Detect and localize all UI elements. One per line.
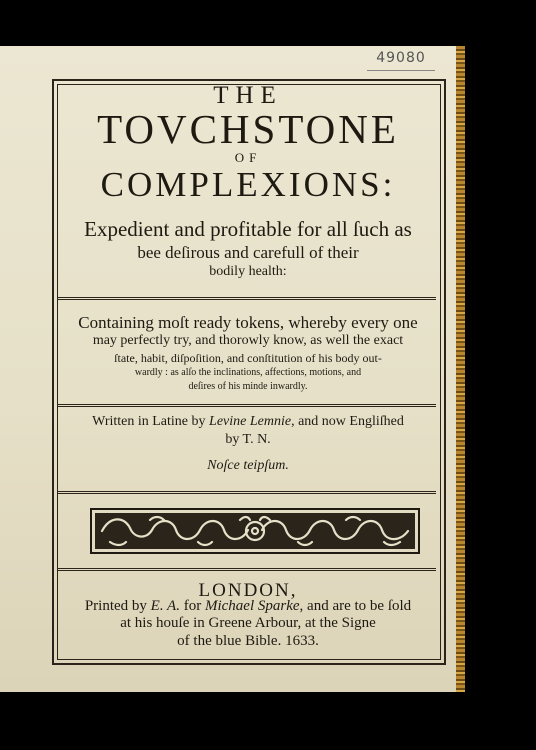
imprint-sold: , and are to be ſold <box>299 598 412 614</box>
divider-rule <box>58 568 436 571</box>
imprint-line-3: of the blue Bible. 1633. <box>177 633 319 649</box>
divider-rule <box>58 404 436 407</box>
authorship-post: , and now Engliſhed <box>291 414 404 429</box>
subtitle-line-2: bee deſirous and carefull of their <box>137 243 359 262</box>
authorship-line-2: by T. N. <box>225 432 271 447</box>
gilt-page-edge <box>456 46 465 692</box>
imprint-line-2: at his houſe in Greene Arbour, at the Signe <box>120 615 376 631</box>
motto: Noſce teipſum. <box>207 458 289 473</box>
author-name: Levine Lemnie <box>209 414 292 429</box>
contents-line-5: deſires of his minde inwardly. <box>188 381 308 392</box>
shelfmark-number: 49080 <box>367 50 435 71</box>
authorship-pre: Written in Latine by <box>92 414 210 429</box>
printer-initials: E. A. <box>150 598 180 614</box>
title-line-complexions: COMPLEXIONS: <box>100 165 396 204</box>
imprint-for: for <box>179 598 205 614</box>
imprint-printed-by: Printed by <box>84 598 151 614</box>
title-line-of: OF <box>234 150 262 165</box>
contents-line-1: Containing moſt ready tokens, whereby every one <box>78 313 418 332</box>
imprint-line-1 <box>52 598 444 615</box>
contents-line-3: ſtate, habit, diſpoſition, and conſtitution of his body out- <box>114 351 382 365</box>
subtitle-line-1: Expedient and profitable for all ſuch as <box>84 217 412 241</box>
contents-line-2: may perfectly try, and thorowly know, as well the exact <box>92 333 404 348</box>
divider-rule <box>58 491 436 494</box>
publisher-name: Michael Sparke <box>204 598 300 614</box>
imprint-place: LONDON, <box>198 580 298 601</box>
title-line-the: THE <box>213 82 283 109</box>
authorship-line-1 <box>52 414 444 430</box>
contents-line-4: wardly : as alſo the inclinations, affections, motions, and <box>134 367 362 378</box>
title-line-touchstone: TOVCHSTONE <box>97 106 399 152</box>
subtitle-line-3: bodily health: <box>209 264 287 279</box>
printers-ornament <box>90 508 420 554</box>
divider-rule <box>58 297 436 300</box>
